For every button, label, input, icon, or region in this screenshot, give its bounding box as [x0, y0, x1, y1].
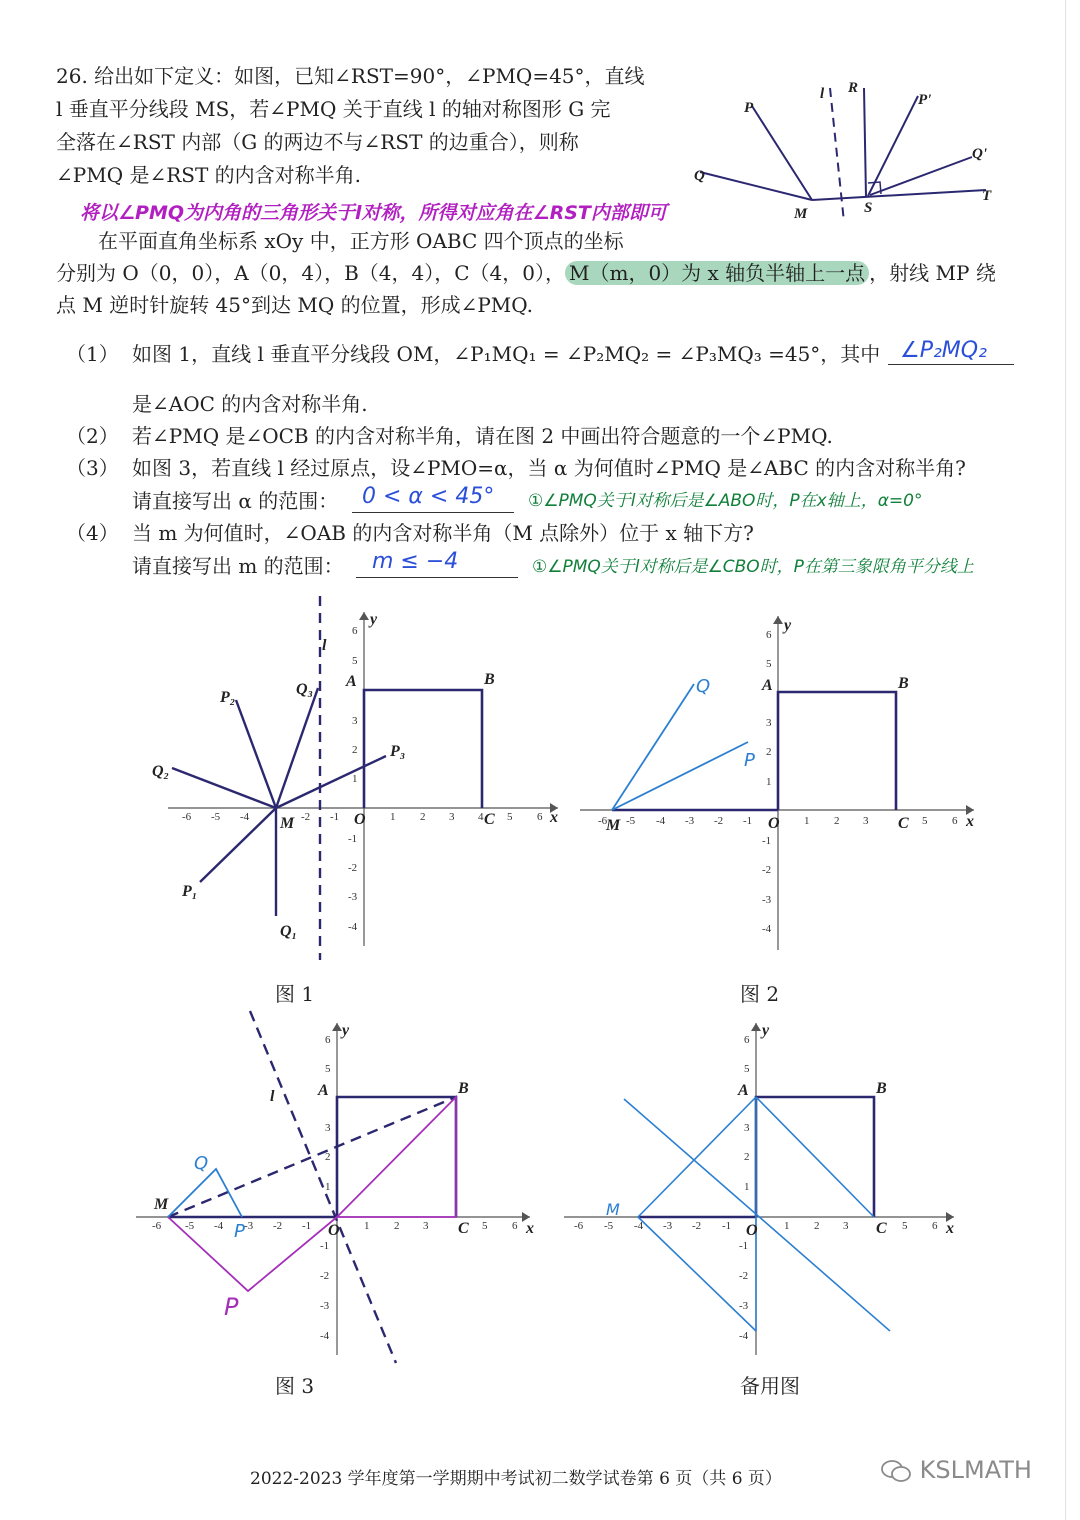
- tick-x-neg2: -2: [714, 815, 724, 827]
- square-oabc: [778, 692, 896, 810]
- tick-y-neg4: -4: [320, 1330, 330, 1342]
- label-r: R: [848, 80, 859, 96]
- line-ac: [756, 1097, 874, 1217]
- line-mb: [168, 1097, 456, 1217]
- y-tick-labels: [762, 629, 772, 935]
- tick-x-neg6: -6: [152, 1220, 162, 1232]
- q2-number: （2）: [66, 424, 119, 448]
- tick-y-6: 6: [766, 629, 772, 641]
- tick-x-neg3: -3: [663, 1220, 673, 1232]
- tick-x-3: 3: [449, 811, 455, 823]
- tick-y-5: 5: [325, 1063, 331, 1075]
- label-a: A: [738, 1082, 749, 1099]
- tick-y-neg4: -4: [762, 923, 772, 935]
- label-p2: P₂: [220, 689, 236, 706]
- label-q3: Q₃: [296, 681, 314, 698]
- ray-q2: [172, 768, 276, 808]
- tick-x-1: 1: [804, 815, 810, 827]
- q3-answer: 0 < α < 45°: [362, 484, 495, 509]
- label-o: O: [354, 811, 366, 828]
- tick-y-2: 2: [744, 1151, 750, 1163]
- ray-sp-prime: [868, 96, 918, 196]
- tick-y-neg2: -2: [762, 864, 772, 876]
- ray-p2: [236, 700, 276, 808]
- ray-mp: [752, 106, 812, 200]
- q3-prompt: 请直接写出 α 的范围：: [132, 489, 339, 513]
- handwritten-note: 将以∠PMQ为内角的三角形关于l对称，所得对应角在∠RST内部即可: [80, 202, 667, 224]
- square-oabc: [364, 690, 482, 808]
- page-edge: [1065, 0, 1066, 1520]
- wechat-icon: [880, 1459, 912, 1483]
- tick-y-5: 5: [766, 658, 772, 670]
- tick-x-5: 5: [902, 1220, 908, 1232]
- intro-line-2: l 垂直平分线段 MS，若∠PMQ 关于直线 l 的轴对称图形 G 完: [56, 97, 611, 121]
- y-arrow: [773, 616, 783, 624]
- tick-y-neg3: -3: [320, 1300, 330, 1312]
- figure-3: [130, 1005, 550, 1375]
- ray-sr: [864, 88, 866, 197]
- watermark: [880, 1456, 1032, 1484]
- reflected-figure: [168, 1097, 456, 1291]
- tick-y-neg3: -3: [348, 891, 358, 903]
- tick-x-2: 2: [394, 1220, 400, 1232]
- label-c: C: [484, 811, 495, 828]
- tick-x-neg3: -3: [685, 815, 695, 827]
- tick-x-5: 5: [507, 811, 513, 823]
- tick-x-6: 6: [952, 815, 958, 827]
- tick-x-neg5: -5: [626, 815, 636, 827]
- label-q: Q: [694, 168, 705, 184]
- label-a: A: [762, 677, 773, 694]
- tick-y-neg4: -4: [739, 1330, 749, 1342]
- tick-y-6: 6: [744, 1034, 750, 1046]
- tick-y-5: 5: [744, 1063, 750, 1075]
- label-b: B: [484, 671, 495, 688]
- tick-y-neg1: -1: [320, 1240, 330, 1252]
- q2-text: 若∠PMQ 是∠OCB 的内含对称半角，请在图 2 中画出符合题意的一个∠PMQ.: [132, 424, 833, 448]
- label-p-prime: P': [918, 92, 932, 108]
- label-q-handwritten: Q: [194, 1153, 209, 1174]
- y-arrow: [359, 612, 369, 620]
- caption-figure-1: 图 1: [275, 982, 315, 1006]
- label-q-prime: Q': [972, 146, 987, 162]
- label-p-blue-handwritten: P: [234, 1221, 245, 1242]
- tick-x-1: 1: [784, 1220, 790, 1232]
- tick-x-neg3: -3: [244, 1220, 254, 1232]
- tick-y-neg2: -2: [348, 862, 358, 874]
- label-y: y: [342, 1022, 350, 1039]
- y-tick-labels: [320, 1034, 331, 1342]
- tick-x-neg1: -1: [302, 1220, 312, 1232]
- setup-line-2: [56, 257, 996, 289]
- figure-1: [140, 590, 570, 970]
- tick-y-3: 3: [744, 1122, 750, 1134]
- q4-answer: m ≤ −4: [372, 549, 459, 574]
- tick-y-neg1: -1: [762, 835, 772, 847]
- tick-x-5: 5: [922, 815, 928, 827]
- tick-x-1: 1: [390, 811, 396, 823]
- tick-x-3: 3: [863, 815, 869, 827]
- label-m-handwritten: M: [606, 1200, 620, 1219]
- line-l: [830, 88, 844, 222]
- tick-y-3: 3: [352, 715, 358, 727]
- label-t: T: [982, 188, 992, 204]
- tick-x-neg5: -5: [185, 1220, 195, 1232]
- label-p-purple-handwritten: P: [224, 1293, 239, 1321]
- q1-number: （1）: [66, 342, 119, 366]
- q4-number: （4）: [66, 521, 119, 545]
- label-l: l: [322, 637, 327, 654]
- label-p1: P₁: [182, 883, 198, 900]
- label-x: x: [966, 813, 974, 830]
- tick-x-2: 2: [420, 811, 426, 823]
- q1-tail: 是∠AOC 的内含对称半角.: [132, 392, 368, 416]
- q4-text: 当 m 为何值时，∠OAB 的内含对称半角（M 点除外）位于 x 轴下方?: [132, 521, 754, 545]
- label-p-handwritten: P: [744, 750, 755, 771]
- label-q1: Q₁: [280, 923, 298, 940]
- tick-x-neg6: -6: [182, 811, 192, 823]
- label-a: A: [346, 673, 357, 690]
- tick-x-neg5: -5: [604, 1220, 614, 1232]
- angle-pmq-drawn: [168, 1169, 242, 1217]
- label-o: O: [328, 1222, 340, 1239]
- caption-figure-2: 图 2: [740, 982, 780, 1006]
- tick-y-2: 2: [766, 746, 772, 758]
- q3-number: （3）: [66, 456, 119, 480]
- q3-text: 如图 3，若直线 l 经过原点，设∠PMO=α，当 α 为何值时∠PMQ 是∠ABC 的内含对称半角?: [132, 456, 966, 480]
- setup-highlight: M（m，0）为 x 轴负半轴上一点: [565, 261, 869, 285]
- tick-y-neg2: -2: [739, 1270, 749, 1282]
- tick-y-1: 1: [744, 1181, 750, 1193]
- tick-y-1: 1: [766, 776, 772, 788]
- ray-mp-drawn: [612, 742, 748, 810]
- setup-line-2a: 分别为 O（0，0），A（0，4），B（4，4），C（4，0），: [56, 261, 565, 285]
- tick-x-neg2: -2: [273, 1220, 283, 1232]
- tick-y-neg3: -3: [739, 1300, 749, 1312]
- label-l: l: [270, 1088, 275, 1105]
- label-y: y: [784, 617, 792, 634]
- y-tick-labels: [348, 625, 358, 933]
- tick-x-1: 1: [364, 1220, 370, 1232]
- label-m: M: [154, 1196, 169, 1213]
- label-c: C: [898, 815, 909, 832]
- tick-x-2: 2: [814, 1220, 820, 1232]
- label-y: y: [762, 1022, 770, 1039]
- tick-y-neg2: -2: [320, 1270, 330, 1282]
- label-x: x: [526, 1220, 534, 1237]
- tick-y-6: 6: [352, 625, 358, 637]
- q4-prompt: 请直接写出 m 的范围：: [132, 554, 344, 578]
- setup-line-3: 点 M 逆时针旋转 45°到达 MQ 的位置，形成∠PMQ.: [56, 293, 534, 317]
- tick-x-neg1: -1: [722, 1220, 732, 1232]
- tick-x-3: 3: [423, 1220, 429, 1232]
- intro-line-1: 26. 给出如下定义：如图，已知∠RST=90°，∠PMQ=45°，直线: [56, 64, 645, 88]
- definition-figure: [690, 60, 1010, 230]
- figure-backup: [560, 1005, 980, 1375]
- label-c: C: [876, 1220, 887, 1237]
- tick-x-neg6: -6: [574, 1220, 584, 1232]
- page-footer: 2022-2023 学年度第一学期期中考试初二数学试卷第 6 页（共 6 页）: [250, 1469, 782, 1489]
- setup-line-1: 在平面直角坐标系 xOy 中，正方形 OABC 四个顶点的坐标: [98, 229, 624, 253]
- tick-y-3: 3: [325, 1122, 331, 1134]
- tick-x-neg4: -4: [214, 1220, 224, 1232]
- q4-note: ①∠PMQ关于l对称后是∠CBO时，P在第三象限角平分线上: [532, 557, 974, 577]
- tick-y-6: 6: [325, 1034, 331, 1046]
- y-arrow: [751, 1023, 761, 1031]
- label-m: M: [606, 817, 621, 834]
- y-tick-labels: [739, 1034, 750, 1342]
- label-q-handwritten: Q: [696, 676, 711, 697]
- label-o: O: [768, 815, 780, 832]
- tick-x-neg4: -4: [240, 811, 250, 823]
- tick-y-3: 3: [766, 717, 772, 729]
- tick-x-5: 5: [482, 1220, 488, 1232]
- tick-x-6: 6: [512, 1220, 518, 1232]
- tick-y-neg4: -4: [348, 921, 358, 933]
- ray-mq: [700, 172, 812, 200]
- label-x: x: [946, 1220, 954, 1237]
- tick-x-6: 6: [932, 1220, 938, 1232]
- label-b: B: [876, 1080, 887, 1097]
- intro-line-4: ∠PMQ 是∠RST 的内含对称半角.: [56, 163, 362, 187]
- q1-text: 如图 1，直线 l 垂直平分线段 OM，∠P₁MQ₁ = ∠P₂MQ₂ = ∠P₃MQ₃ =45°，其中: [132, 342, 881, 366]
- tick-x-neg1: -1: [330, 811, 340, 823]
- label-m: M: [280, 815, 295, 832]
- label-m: M: [794, 206, 808, 222]
- q3-note: ①∠PMQ关于l对称后是∠ABO时，P在x轴上，α=0°: [528, 491, 923, 511]
- setup-line-2b: ，射线 MP 绕: [869, 261, 996, 285]
- label-l: l: [820, 86, 825, 102]
- label-a: A: [318, 1082, 329, 1099]
- tick-x-3: 3: [843, 1220, 849, 1232]
- tick-y-1: 1: [352, 773, 358, 785]
- tick-x-neg4: -4: [656, 815, 666, 827]
- q1-answer: ∠P₂MQ₂: [900, 338, 987, 363]
- label-b: B: [458, 1080, 469, 1097]
- tick-x-neg2: -2: [692, 1220, 702, 1232]
- y-arrow: [332, 1023, 342, 1031]
- label-y: y: [370, 611, 378, 628]
- label-o: O: [746, 1222, 758, 1239]
- tick-y-neg3: -3: [762, 894, 772, 906]
- label-c: C: [458, 1220, 469, 1237]
- tick-x-neg2: -2: [301, 811, 311, 823]
- label-b: B: [898, 675, 909, 692]
- label-p: P: [744, 100, 754, 116]
- tick-x-neg5: -5: [211, 811, 221, 823]
- label-p3: P₃: [390, 743, 406, 760]
- tick-x-4: 4: [478, 811, 484, 823]
- tick-x-neg6: -6: [598, 815, 608, 827]
- label-s: S: [864, 200, 873, 216]
- tick-x-neg1: -1: [743, 815, 753, 827]
- caption-figure-backup: 备用图: [740, 1374, 800, 1398]
- watermark-text: KSLMATH: [919, 1456, 1032, 1484]
- label-q2: Q₂: [152, 763, 170, 780]
- tick-y-2: 2: [352, 744, 358, 756]
- tick-y-5: 5: [352, 655, 358, 667]
- tick-y-neg1: -1: [739, 1240, 749, 1252]
- tick-y-neg1: -1: [348, 833, 358, 845]
- tick-x-2: 2: [834, 815, 840, 827]
- label-x: x: [550, 809, 558, 826]
- tick-x-neg4: -4: [634, 1220, 644, 1232]
- ray-mq-drawn: [612, 684, 694, 810]
- tick-y-1: 1: [325, 1181, 331, 1193]
- ray-st: [812, 190, 986, 200]
- tick-y-2: 2: [325, 1151, 331, 1163]
- intro-line-3: 全落在∠RST 内部（G 的两边不与∠RST 的边重合），则称: [56, 130, 579, 154]
- figure-2: [570, 600, 990, 970]
- tick-x-6: 6: [537, 811, 543, 823]
- caption-figure-3: 图 3: [275, 1374, 315, 1398]
